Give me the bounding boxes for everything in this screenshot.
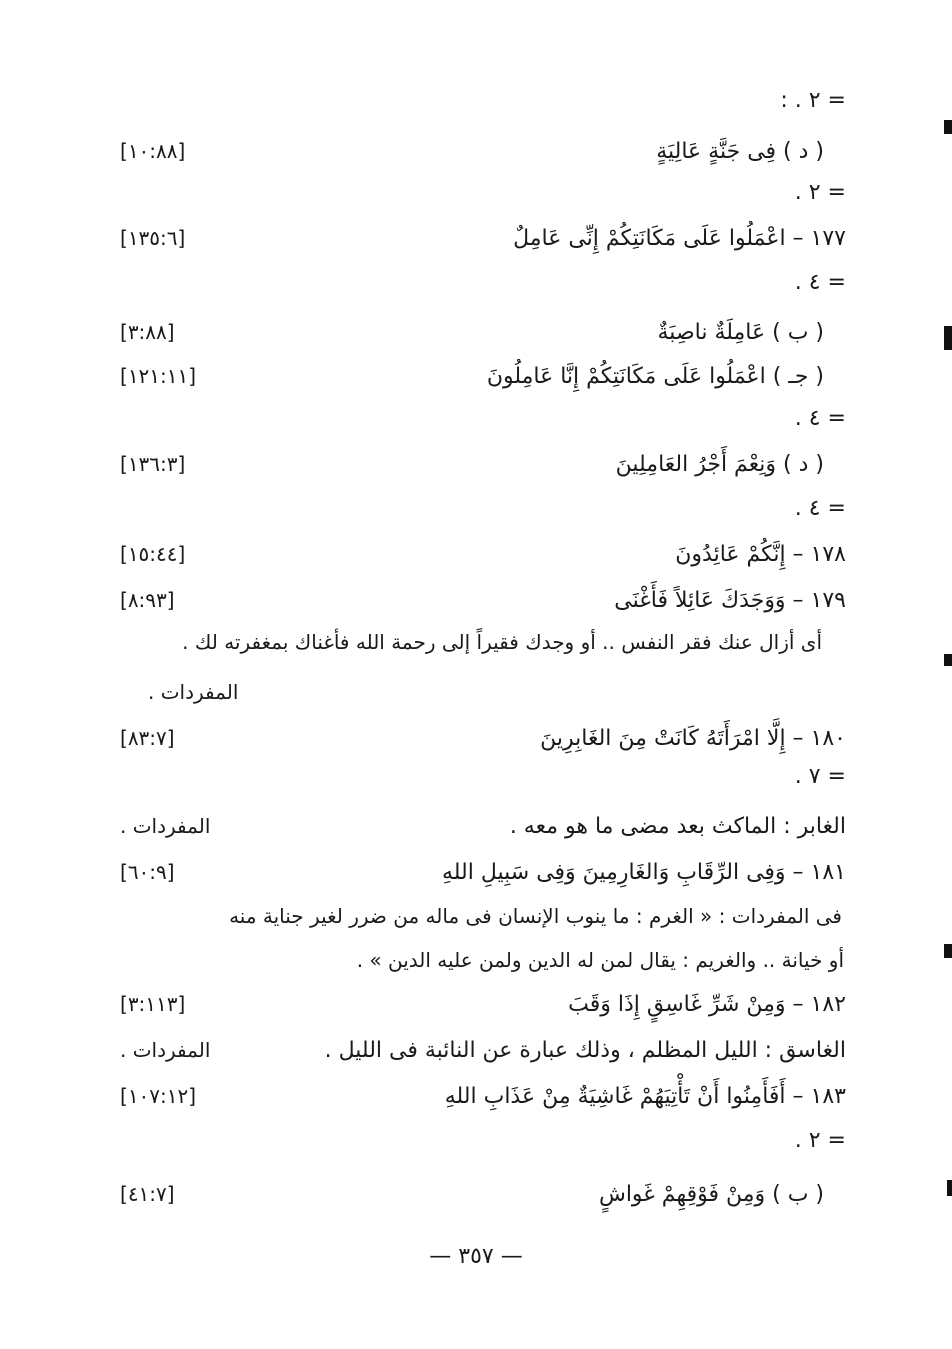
verse-count-line: = ٢ . [794,179,846,205]
verse-count-line: = ٤ . [794,405,846,431]
line-9 [120,444,846,484]
verse-reference: [١٣٥:٦] [120,226,186,250]
verse-text: ١٨١ – وَفِى الرِّقَابِ وَالغَارِمِينَ وَفِى سَبِيلِ اللهِ [441,859,846,885]
commentary-line: فى المفردات : « الغرم : ما ينوب الإنسان فى ماله من ضرر لغير جناية منه [229,904,842,928]
line-19 [120,1076,846,1116]
verse-text: ( ب ) وَمِنْ فَوْقِهِمْ غَواشٍ [598,1181,824,1207]
verse-count-line: = ٤ . [794,269,846,295]
verse-text: ١٧٨ – إِنَّكُمْ عَائِدُونَ [675,541,846,567]
verse-text: ( د ) فِى جَنَّةٍ عَالِيَةٍ [656,138,824,164]
verse-text: ١٨٠ – إِلَّا امْرَأَتَهُ كَانَتْ مِنَ الغَابِرِينَ [540,725,846,751]
verse-count-line: = ٢ . [794,1127,846,1153]
verse-text: ١٨٣ – أَفَأَمِنُوا أَنْ تَأْتِيَهُمْ غَاشِيَةٌ مِنْ عَذَابِ اللهِ [444,1083,846,1109]
line-21 [120,1174,846,1214]
line-4 [120,218,846,258]
scan-edge-mark [944,326,952,350]
verse-text: ( ب ) عَامِلَةٌ ناصِبَةٌ [657,319,824,345]
line-20 [120,1120,846,1160]
line-10 [120,488,846,528]
scan-edge-mark [944,654,952,666]
line-8 [120,398,846,438]
line-18 [120,1030,846,1070]
line-11 [120,534,846,574]
line-17 [120,984,846,1024]
verse-reference: [٦٠:٩] [120,860,175,884]
verse-count-line: = ٧ . [794,763,846,789]
scan-edge-mark [947,1180,952,1196]
verse-reference: [١٣٦:٣] [120,452,186,476]
line-15 [120,806,846,846]
definition-text: الغاسق : الليل المظلم ، وذلك عبارة عن النائبة فى الليل . [324,1037,846,1063]
line-6 [120,312,846,352]
line-1 [120,80,846,120]
line-14 [120,756,846,796]
verse-count-line: = ٤ . [794,495,846,521]
verse-text: ١٧٩ – وَوَجَدَكَ عَائِلاً فَأَغْنَى [614,587,846,613]
verse-reference: [١٢١:١١] [120,364,197,388]
verse-count-line: = ٢ . : [780,87,846,113]
verse-text: ١٨٢ – وَمِنْ شَرِّ غَاسِقٍ إِذَا وَقَبَ [568,991,846,1017]
verse-reference: [١٥:٤٤] [120,542,186,566]
verse-text: ( جـ ) اعْمَلُوا عَلَى مَكَانَتِكُمْ إِنَّا عَامِلُونَ [486,363,824,389]
verse-reference: [٨٣:٧] [120,726,175,750]
verse-reference: [٣:٨٨] [120,320,175,344]
scan-edge-mark [944,944,952,958]
source-note: المفردات . [120,814,211,838]
definition-text: الغابر : الماكث بعد مضى ما هو معه . [509,813,846,839]
verse-text: ( د ) وَنِعْمَ أَجْرُ العَامِلِينَ [615,451,824,477]
verse-reference: [٨:٩٣] [120,588,175,612]
verse-reference: [٤١:٧] [120,1182,175,1206]
source-note: المفردات . [120,1038,211,1062]
line-2 [120,131,846,171]
commentary-line: أو خيانة .. والغريم : يقال لمن له الدين ولمن عليه الدين » . [356,948,844,972]
line-16 [120,852,846,892]
line-3 [120,172,846,212]
line-12 [120,580,846,620]
line-13 [120,718,846,758]
verse-text: ١٧٧ – اعْمَلُوا عَلَى مَكَانَتِكُمْ إِنِّى عَامِلٌ [513,225,846,251]
page-number: — ٣٥٧ — [429,1244,523,1269]
scan-edge-mark [944,120,952,134]
line-5 [120,262,846,302]
source-note: المفردات . [148,680,239,704]
verse-reference: [١٠٧:١٢] [120,1084,197,1108]
commentary-line: أى أزال عنك فقر النفس .. أو وجدك فقيراً إلى رحمة الله فأغناك بمغفرته لك . [182,630,822,654]
verse-reference: [٣:١١٣] [120,992,186,1016]
line-7 [120,356,846,396]
verse-reference: [١٠:٨٨] [120,139,186,163]
